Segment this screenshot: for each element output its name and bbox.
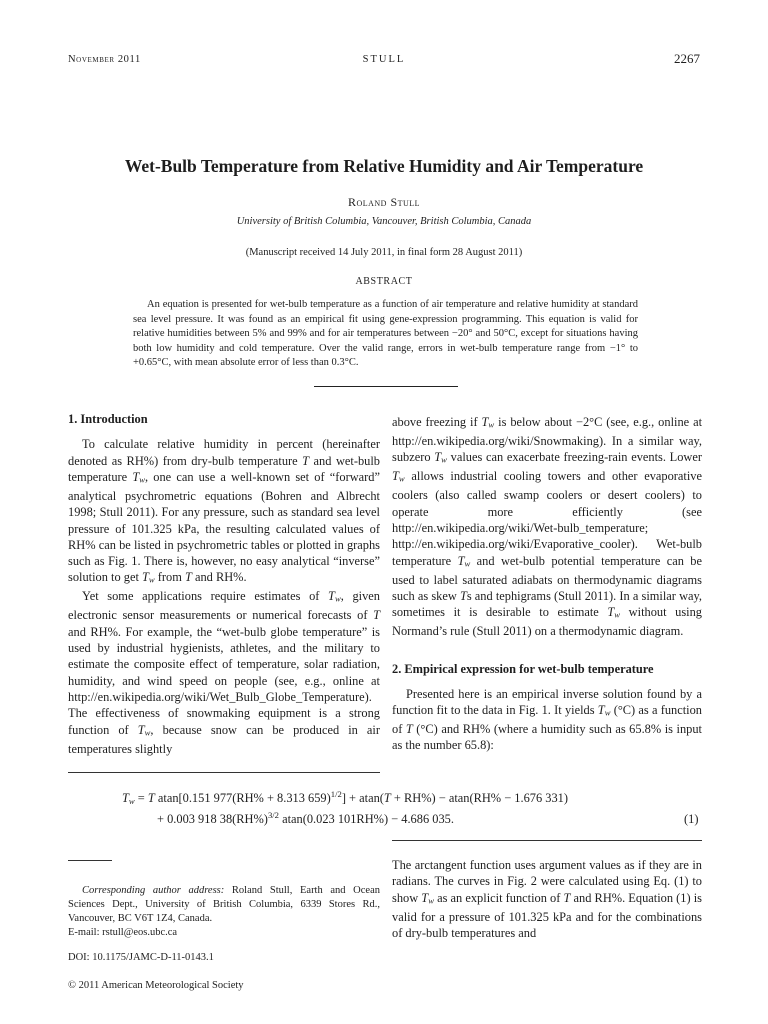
running-head-author: STULL [362,54,406,65]
intro-paragraph-1: To calculate relative humidity in percent (hereinafter denoted as RH%) from dry-bulb temperature T and wet-bulb temperature $T_w$, one can use a well-known set of “forward” analytical psychrometric equations (Bohren and Albrecht 1998; Stull 2011). For any pressure, such as standard sea level pressure of 101.325 kPa, the resulting calculated values of RH% can be listed in psychrometric tables or plotted in graphs such as Fig. 1. There is, however, no easy analytical “inverse” solution to get $T_w$ from T and RH%. [68,437,380,586]
intro-paragraph-3: above freezing if $T_w$ is below about −2°C (see, e.g., online at http://en.wikipedia.org/wiki/Snowmaking). In a similar way, subzero $T_w$ values can exacerbate freezing-rain events. Lower $T_w$ allows industrial cooling towers and other evaporative coolers (also called swamp coolers or desert coolers) to operate more efficiently (see http://en.wikipedia.org/wiki/Wet-bulb_temperature; http://en.wikipedia.org/wiki/Evaporative_cooler). Wet-bulb temperature $T_w$ and wet-bulb potential temperature can be used to label saturated adiabats on thermodynamic diagrams such as skew Ts and tephigrams (Stull 2011). In a similar way, sometimes it is desirable to estimate $T_w$ without using Normand’s rule (Stull 2011) on a thermodynamic diagram. [392,415,703,639]
running-head-date: November 2011 [68,54,141,65]
author-name: Roland Stull [347,195,421,209]
affiliation: University of British Columbia, Vancouver, British Columbia, Canada [236,216,532,227]
intro-paragraph-2: Yet some applications require estimates of $T_w$, given electronic sensor measurements or numerical forecasts of T and RH%. For example, the “wet-bulb globe temperature” is used by industrial hygienists, athletes, and the military to estimate the composite effect of temperature, solar radiation, humidity, and wind speed on people (see, e.g., online at http://en.wikipedia.org/wiki/Wet_Bulb_Globe_Temperature). The effectiveness of snowmaking equipment is a strong function of $T_w$, because snow can be produced in air temperatures slightly [68,589,380,756]
corresponding-author-note: Corresponding author address: Roland Stull, Earth and Ocean Sciences Dept., University of British Columbia, 6339 Stores Rd., Vancouver, BC V6T 1Z4, Canada. E-mail: rstull@eos.ubc.ca [68,885,380,938]
abstract-text: An equation is presented for wet-bulb temperature as a function of air temperature and relative humidity at standard sea level pressure. It was found as an empirical fit using gene-expression programming. This equation is valid for relative humidities between 5% and 99% and for air temperatures between −20° and 50°C, except for situations having both low humidity and cold temperature. Over the valid range, errors in wet-bulb temperature range from −1° to +0.65°C, with mean absolute error of less than 0.3°C. [133,299,638,368]
paper-title: Wet-Bulb Temperature from Relative Humidity and Air Temperature [124,156,644,176]
continuation-paragraph: The arctangent function uses argument values as if they are in radians. The curves in Fig. 2 were calculated using Eq. (1) to show $T_w$ as an explicit function of T and RH%. Equation (1) is valid for a pressure of 101.325 kPa and for the combinations of dry-bulb temperatures and [392,858,702,940]
equation-number: (1) [684,812,699,826]
section-divider [314,386,458,387]
email-line: E-mail: rstull@eos.ubc.ca [68,927,178,938]
left-column [68,411,380,757]
footnote-rule [68,860,112,861]
doi: DOI: 10.1175/JAMC-D-11-0143.1 [68,952,214,963]
section-heading-empirical: 2. Empirical expression for wet-bulb temperature [392,661,654,676]
page-number: 2267 [674,51,700,66]
section-heading-introduction: 1. Introduction [68,412,148,426]
copyright: © 2011 American Meteorological Society [68,980,244,991]
equation-bottom-rule [392,840,702,841]
right-column [392,414,702,754]
equation-line-1: $T_w = T$ atan[0.151 977(RH% + 8.313 659)$^{1/2}$] + atan(T + RH%) − atan(RH% − 1.676 331) [122,789,568,806]
equation-top-rule [68,772,380,773]
empirical-paragraph-1: Presented here is an empirical inverse solution found by a function fit to the data in Fig. 1. It yields $T_w$ (°C) as a function of T (°C) and RH% (where a humidity such as 65.8% is input as the number 65.8): [392,686,702,753]
equation-line-2: + 0.003 918 $38(RH\%)^{3/2}$ atan(0.023 101RH%) − 4.686 035. [157,810,454,827]
manuscript-dates: (Manuscript received 14 July 2011, in final form 28 August 2011) [245,247,523,258]
spacer [392,640,702,661]
abstract-heading: ABSTRACT [355,276,413,287]
